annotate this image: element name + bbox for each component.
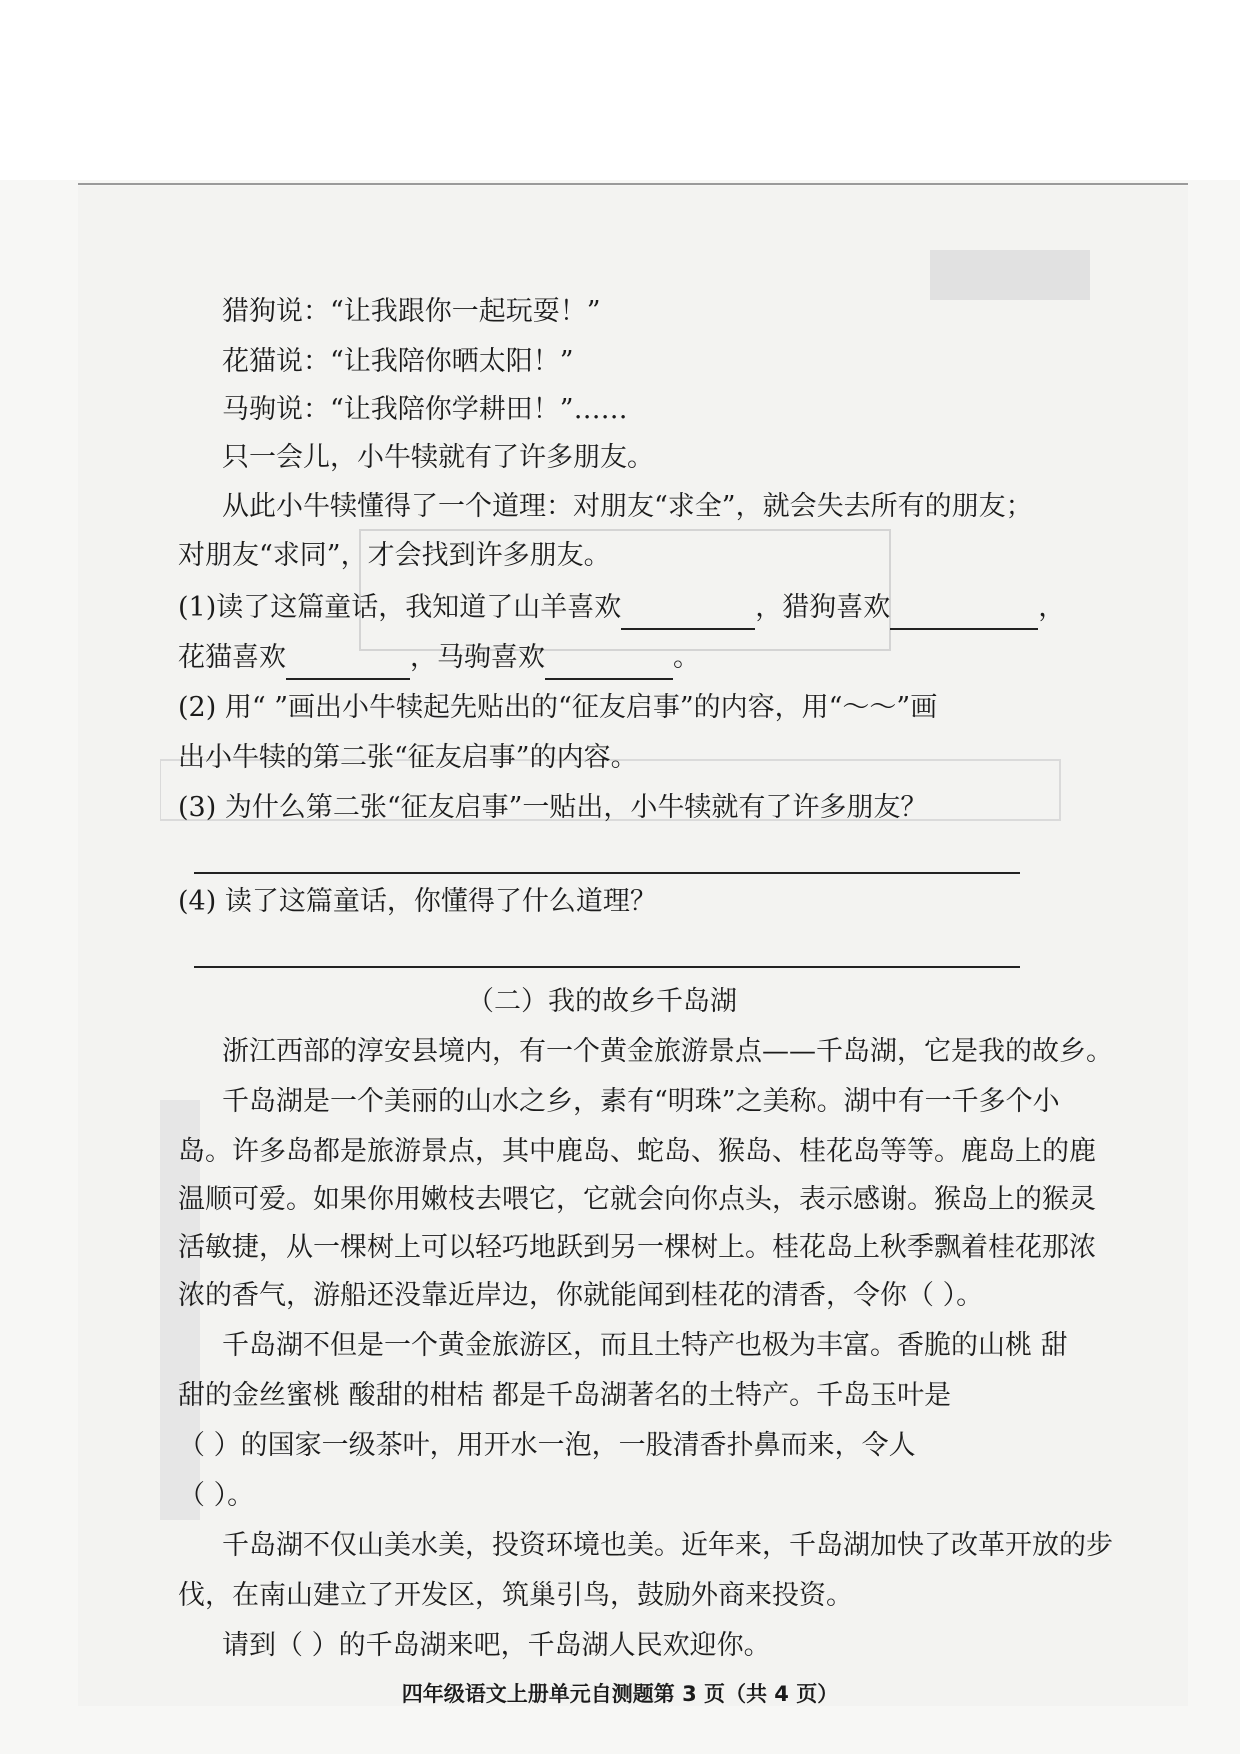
story-line: 只一会儿，小牛犊就有了许多朋友。 [222, 442, 654, 473]
q1-text: 。 [673, 642, 700, 673]
question-1-line-1 [178, 586, 1065, 630]
passage-line: （ ）的国家一级茶叶，用开水一泡，一股清香扑鼻而来，令人 [178, 1430, 916, 1461]
passage-line: 千岛湖不仅山美水美，投资环境也美。近年来，千岛湖加快了改革开放的步 [222, 1530, 1113, 1561]
answer-line[interactable] [194, 966, 1020, 968]
page-footer: 四年级语文上册单元自测题第 3 页（共 4 页） [401, 1682, 839, 1706]
passage-line: 甜的金丝蜜桃 酸甜的柑桔 都是千岛湖著名的土特产。千岛玉叶是 [178, 1380, 952, 1411]
passage-line: 浓的香气，游船还没靠近岸边，你就能闻到桂花的清香，令你（ ）。 [178, 1280, 984, 1311]
story-line: 花猫说：“让我陪你晒太阳！” [222, 346, 574, 377]
q1-text: ， [1038, 592, 1066, 623]
scan-edge-line [78, 183, 1188, 185]
answer-blank[interactable] [890, 598, 1038, 630]
q1-text: (1)读了这篇童话，我知道了山羊喜欢 [178, 592, 622, 623]
question-3: (3) 为什么第二张“征友启事”一贴出，小牛犊就有了许多朋友？ [178, 792, 928, 823]
passage-line: 请到（ ）的千岛湖来吧，千岛湖人民欢迎你。 [222, 1630, 771, 1661]
section-heading: （二）我的故乡千岛湖 [467, 986, 737, 1017]
passage-line: 活敏捷，从一棵树上可以轻巧地跃到另一棵树上。桂花岛上秋季飘着桂花那浓 [178, 1232, 1096, 1263]
passage-line: 浙江西部的淳安县境内，有一个黄金旅游景点——千岛湖，它是我的故乡。 [222, 1036, 1113, 1067]
story-line: 从此小牛犊懂得了一个道理：对朋友“求全”，就会失去所有的朋友； [222, 491, 1033, 522]
answer-blank[interactable] [545, 648, 673, 680]
passage-line: （ ）。 [178, 1480, 255, 1511]
question-4: (4) 读了这篇童话，你懂得了什么道理？ [178, 886, 657, 917]
ghost-block [930, 250, 1090, 300]
top-blank-area [0, 0, 1240, 180]
passage-line: 温顺可爱。如果你用嫩枝去喂它，它就会向你点头，表示感谢。猴岛上的猴灵 [178, 1184, 1096, 1215]
answer-line[interactable] [194, 872, 1020, 874]
q1-text: ，马驹喜欢 [410, 642, 545, 673]
passage-line: 千岛湖是一个美丽的山水之乡，素有“明珠”之美称。湖中有一千多个小 [222, 1086, 1060, 1117]
q1-text: ，猎狗喜欢 [755, 592, 891, 623]
answer-blank[interactable] [286, 648, 410, 680]
answer-blank[interactable] [621, 598, 755, 630]
story-line: 猎狗说：“让我跟你一起玩耍！” [222, 296, 601, 327]
q1-text: 花猫喜欢 [178, 642, 286, 673]
story-line: 对朋友“求同”，才会找到许多朋友。 [178, 540, 611, 571]
passage-line: 伐，在南山建立了开发区，筑巢引鸟，鼓励外商来投资。 [178, 1580, 853, 1611]
question-1-line-2 [178, 636, 700, 680]
question-2-line-1: (2) 用“ ”画出小牛犊起先贴出的“征友启事”的内容，用“～～”画 [178, 692, 938, 723]
passage-line: 千岛湖不但是一个黄金旅游区，而且土特产也极为丰富。香脆的山桃 甜 [222, 1330, 1068, 1361]
story-line: 马驹说：“让我陪你学耕田！”…… [222, 394, 628, 425]
question-2-line-2: 出小牛犊的第二张“征友启事”的内容。 [178, 742, 638, 773]
passage-line: 岛。许多岛都是旅游景点，其中鹿岛、蛇岛、猴岛、桂花岛等等。鹿岛上的鹿 [178, 1136, 1096, 1167]
